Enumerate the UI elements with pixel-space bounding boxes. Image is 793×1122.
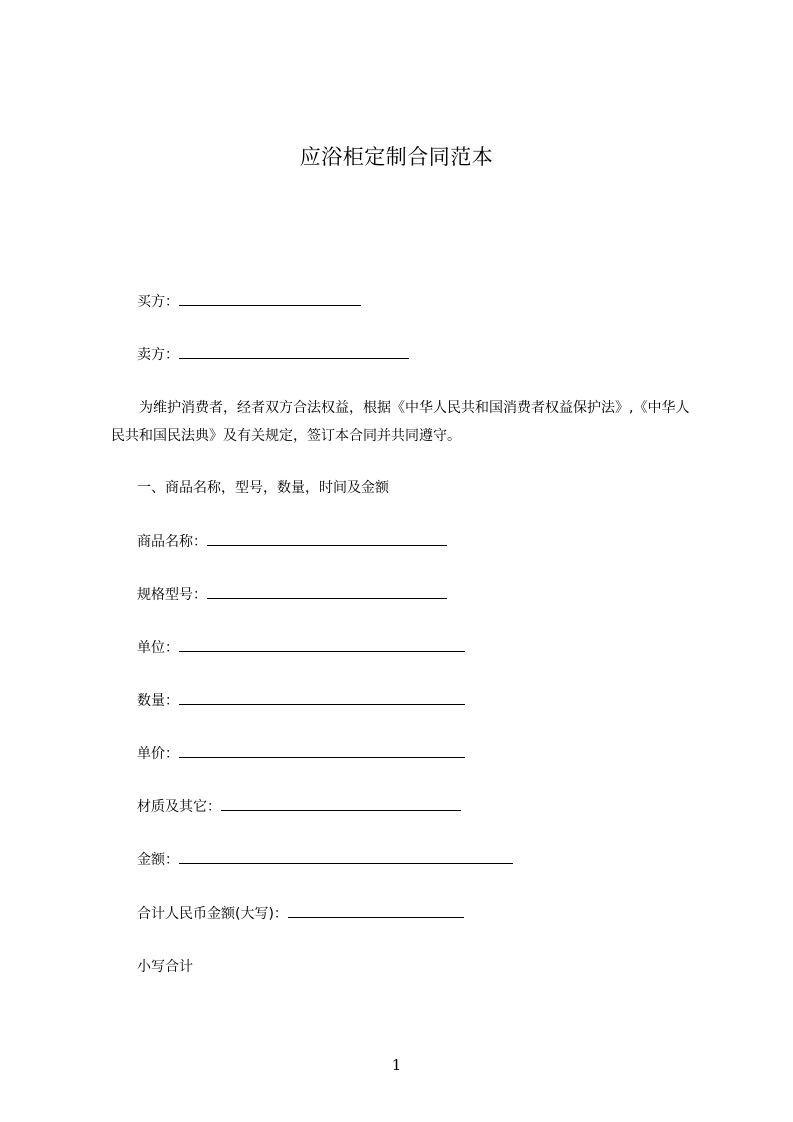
total-rmb-line [137,903,464,924]
total-rmb-label: 合计人民币金额(大写)： [137,906,288,922]
quantity-label: 数量： [137,693,179,709]
seller-label: 卖方： [137,347,179,363]
unit-blank[interactable] [179,637,465,652]
amount-label: 金额： [137,852,179,868]
unit-label: 单位： [137,640,179,656]
unit-price-label: 单价： [137,746,179,762]
quantity-line [137,690,465,711]
unit-price-line [137,743,465,764]
quantity-blank[interactable] [179,690,465,705]
buyer-line [137,291,361,312]
document-title: 应浴柜定制合同范本 [299,145,494,169]
material-blank[interactable] [221,796,461,811]
buyer-label: 买方： [137,294,179,310]
amount-line [137,849,513,870]
spec-model-label: 规格型号： [137,587,207,603]
spec-model-line [137,584,447,605]
buyer-blank[interactable] [179,291,361,306]
material-line [137,796,461,817]
spec-model-blank[interactable] [207,584,447,599]
seller-blank[interactable] [179,344,409,359]
intro-paragraph: 为维护消费者，经者双方合法权益，根据《中华人民共和国消费者权益保护法》,《中华人民共和国民法典》及有关规定，签订本合同并共同遵守。 [111,400,690,444]
product-name-label: 商品名称： [137,534,207,550]
unit-line [137,637,465,658]
section1-heading: 一、商品名称，型号，数量，时间及金额 [137,480,389,496]
product-name-blank[interactable] [207,531,447,546]
product-name-line [137,531,447,552]
amount-blank[interactable] [179,849,513,864]
page-number: 1 [391,1056,402,1074]
unit-price-blank[interactable] [179,743,465,758]
total-rmb-blank[interactable] [288,903,464,918]
material-label: 材质及其它： [137,799,221,815]
small-total-label: 小写合计 [137,959,193,975]
seller-line [137,344,409,365]
